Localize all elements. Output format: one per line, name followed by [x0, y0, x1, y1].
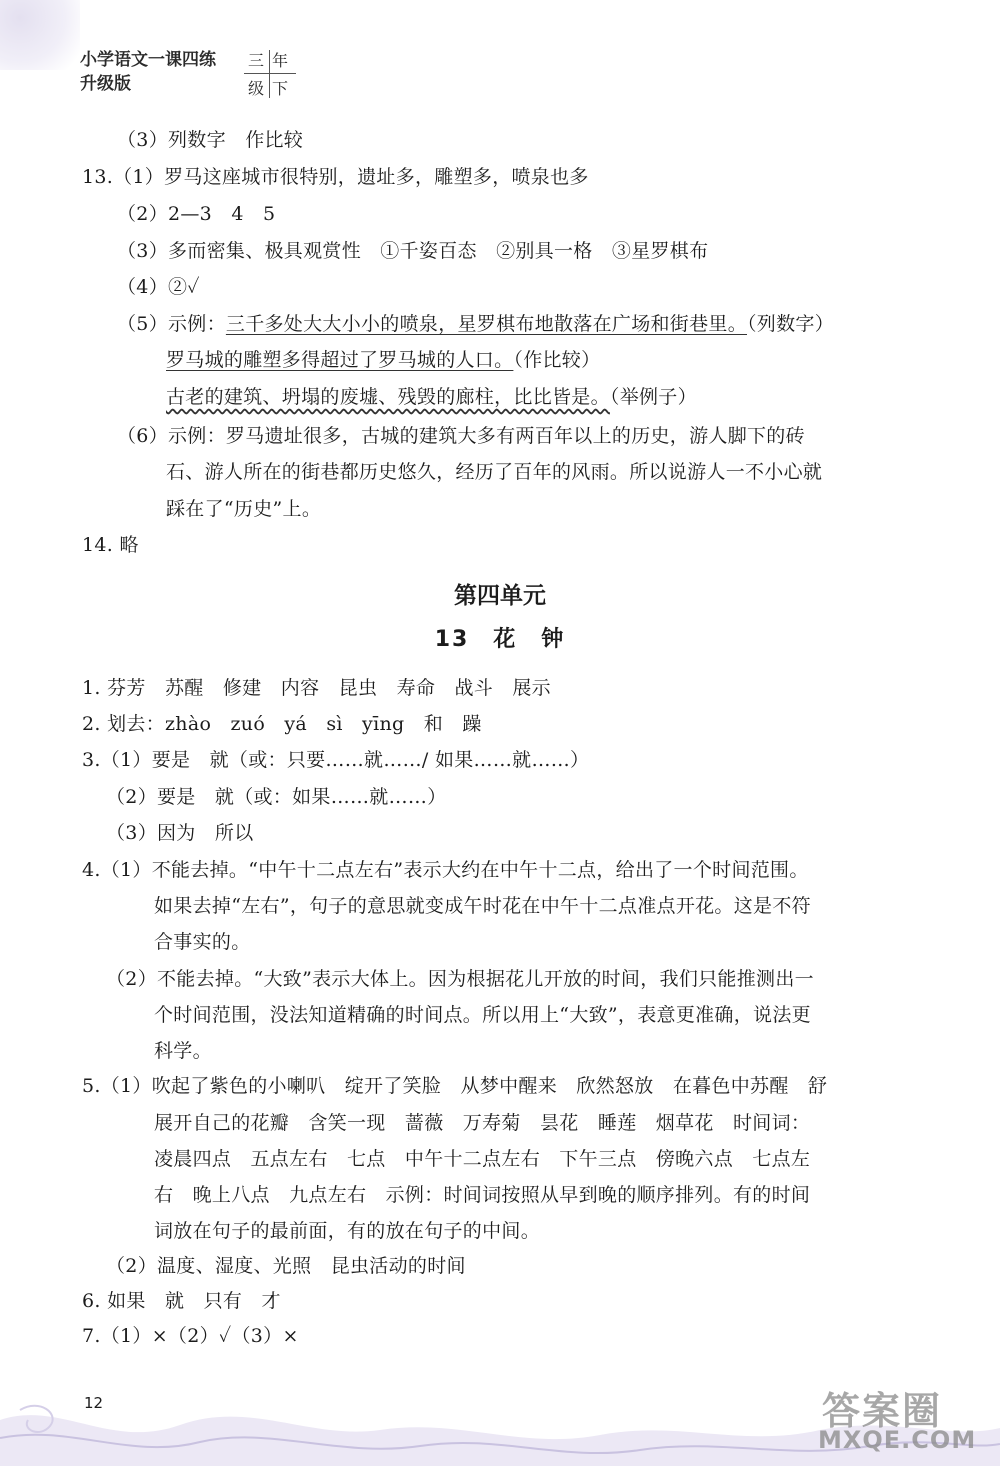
- underlined-sentence: 罗马城的雕塑多得超过了罗马城的人口。: [166, 349, 514, 371]
- book-header: [80, 48, 216, 96]
- answer-line: 石、游人所在的街巷都历史悠久，经历了百年的风雨。所以说游人一不小心就: [166, 461, 823, 483]
- answer-line: [117, 311, 834, 337]
- answer-line: （2）2—3 4 5: [117, 203, 276, 225]
- answer-line: 踩在了“历史”上。: [166, 498, 322, 520]
- answer-line: 14. 略: [82, 534, 139, 556]
- answer-line: 右 晚上八点 九点左右 示例：时间词按照从早到晚的顺序排列。有的时间: [154, 1184, 811, 1206]
- answer-line: 凌晨四点 五点左右 七点 中午十二点左右 下午三点 傍晚六点 七点左: [154, 1148, 811, 1170]
- unit-title: 第四单元: [454, 583, 546, 609]
- grade-cell: 年: [272, 51, 289, 70]
- answer-line: （2）温度、湿度、光照 昆虫活动的时间: [106, 1255, 466, 1277]
- answer-line: 3.（1）要是 就（或：只要……就……/ 如果……就……）: [82, 749, 590, 771]
- underlined-sentence: 三千多处大大小小的喷泉，星罗棋布地散落在广场和街巷里。: [225, 313, 747, 335]
- answer-line: 6. 如果 就 只有 才: [82, 1290, 281, 1312]
- answer-line: 5.（1）吹起了紫色的小喇叭 绽开了笑脸 从梦中醒来 欣然怒放 在暮色中苏醒 舒: [82, 1075, 828, 1097]
- book-title: 小学语文一课四练: [80, 50, 216, 70]
- answer-line: 科学。: [154, 1040, 212, 1062]
- lesson-title: 13 花 钟: [434, 627, 566, 652]
- answer-line: 7.（1）×（2）✓（3）×: [82, 1325, 299, 1347]
- page-number: 12: [84, 1394, 104, 1412]
- grade-cell: 级: [248, 79, 265, 98]
- grade-badge: [242, 48, 298, 100]
- grade-divider: [244, 73, 296, 74]
- answer-line: （3）多而密集、极具观赏性 ①千姿百态 ②别具一格 ③星罗棋布: [117, 240, 709, 262]
- answer-line: 4.（1）不能去掉。“中午十二点左右”表示大约在中午十二点，给出了一个时间范围。: [82, 859, 809, 881]
- answer-line: 词放在句子的最前面，有的放在句子的中间。: [154, 1220, 541, 1242]
- answer-line: [166, 384, 697, 410]
- answer-line: 1. 芬芳 苏醒 修建 内容 昆虫 寿命 战斗 展示: [82, 677, 551, 699]
- answer-line: 展开自己的花瓣 含笑一现 蔷薇 万寿菊 昙花 睡莲 烟草花 时间词：: [154, 1112, 811, 1134]
- watermark-url: MXQE.COM: [818, 1426, 977, 1454]
- answer-line: 个时间范围，没法知道精确的时间点。所以用上“大致”，表意更准确，说法更: [154, 1004, 811, 1026]
- answer-line: 如果去掉“左右”，句子的意思就变成午时花在中午十二点准点开花。这是不符: [154, 895, 811, 917]
- rhetoric-tag: （作比较）: [513, 349, 601, 371]
- underlined-sentence: 古老的建筑、坍塌的废墟、残毁的廊柱，比比皆是。: [166, 386, 610, 408]
- grade-divider: [269, 50, 270, 98]
- answer-line: 合事实的。: [154, 931, 251, 953]
- answer-line: [166, 347, 600, 373]
- book-edition: 升级版: [80, 74, 131, 94]
- watermark-logo: 答案圈: [822, 1389, 943, 1433]
- answer-line: 13.（1）罗马这座城市很特别，遗址多，雕塑多，喷泉也多: [82, 166, 589, 188]
- answer-label: （5）示例：: [117, 313, 226, 335]
- answer-line: （2）不能去掉。“大致”表示大体上。因为根据花儿开放的时间，我们只能推测出一: [106, 968, 814, 990]
- corner-decoration: [0, 0, 80, 70]
- answer-line: （4）②✓: [117, 276, 200, 298]
- grade-cell: 下: [272, 79, 289, 98]
- answer-line: 2. 划去：zhào zuó yá sì yīng 和 躁: [82, 713, 482, 735]
- answer-line: （2）要是 就（或：如果……就……）: [106, 786, 447, 808]
- answer-line: （3）列数字 作比较: [117, 129, 304, 151]
- grade-cell: 三: [248, 51, 265, 70]
- answer-line: （3）因为 所以: [106, 822, 254, 844]
- rhetoric-tag: （举例子）: [609, 386, 697, 408]
- rhetoric-tag: （列数字）: [747, 313, 835, 335]
- answer-line: （6）示例：罗马遗址很多，古城的建筑大多有两百年以上的历史，游人脚下的砖: [117, 425, 805, 447]
